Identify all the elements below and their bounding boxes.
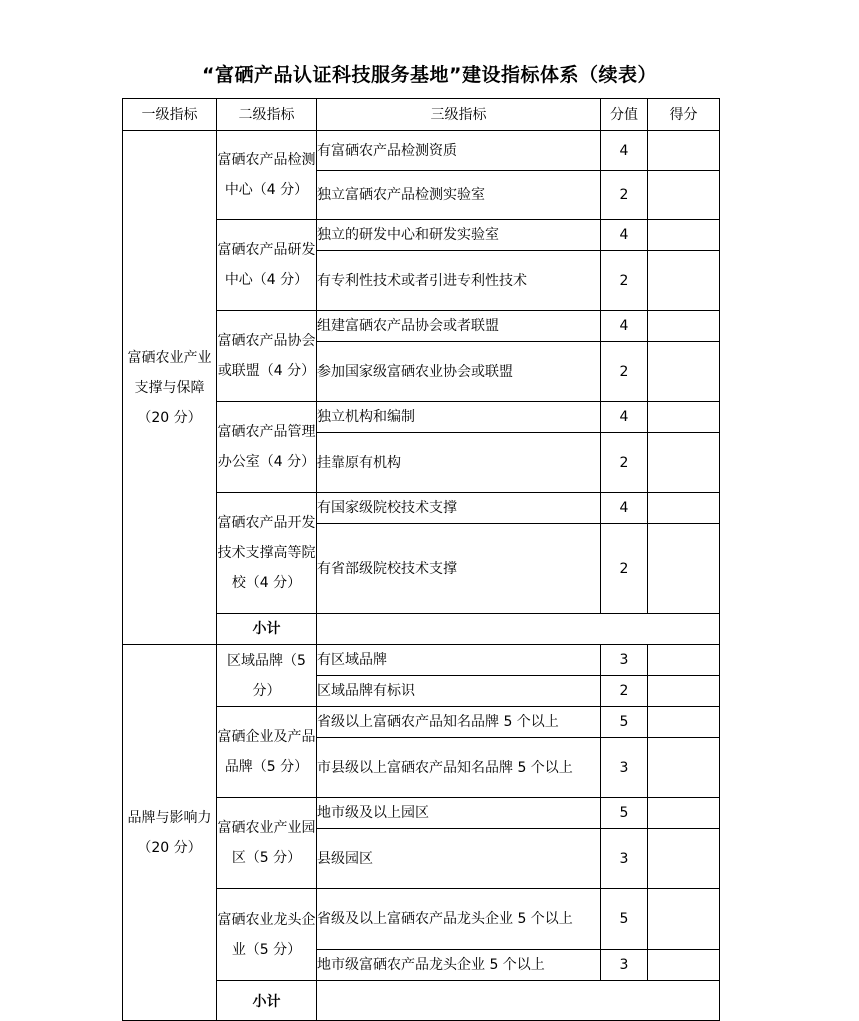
level3-cell: 有富硒农产品检测资质 (317, 131, 601, 171)
document-title: “富硒产品认证科技服务基地”建设指标体系（续表） (202, 64, 657, 86)
score-cell: 2 (601, 342, 648, 402)
level2-cell: 富硒农业龙头企业（5 分） (217, 889, 317, 981)
level2-cell: 富硒农产品开发技术支撑高等院校（4 分） (217, 493, 317, 614)
earned-cell[interactable] (648, 707, 720, 738)
score-cell: 4 (601, 220, 648, 251)
score-cell: 4 (601, 131, 648, 171)
level3-cell: 独立富硒农产品检测实验室 (317, 171, 601, 220)
indicator-table (122, 98, 720, 1021)
earned-cell[interactable] (648, 524, 720, 614)
score-cell: 2 (601, 676, 648, 707)
earned-cell[interactable] (648, 342, 720, 402)
earned-cell[interactable] (648, 402, 720, 433)
score-cell: 5 (601, 707, 648, 738)
level3-cell: 独立机构和编制 (317, 402, 601, 433)
score-cell: 2 (601, 171, 648, 220)
score-cell: 5 (601, 889, 648, 950)
score-cell: 2 (601, 433, 648, 493)
level3-cell: 组建富硒农产品协会或者联盟 (317, 311, 601, 342)
header-score: 分值 (601, 99, 648, 131)
level1-cell: 品牌与影响力（20 分） (123, 645, 217, 1021)
subtotal-label: 小计 (217, 614, 317, 645)
score-cell: 2 (601, 251, 648, 311)
level3-cell: 市县级以上富硒农产品知名品牌 5 个以上 (317, 738, 601, 798)
level2-cell: 区域品牌（5 分） (217, 645, 317, 707)
table-row (123, 131, 720, 171)
level3-cell: 地市级及以上园区 (317, 798, 601, 829)
level3-cell: 挂靠原有机构 (317, 433, 601, 493)
earned-cell[interactable] (648, 645, 720, 676)
earned-cell[interactable] (648, 220, 720, 251)
score-cell: 4 (601, 311, 648, 342)
table-header-row (123, 99, 720, 131)
earned-cell[interactable] (648, 738, 720, 798)
header-level2: 二级指标 (217, 99, 317, 131)
level3-cell: 省级及以上富硒农产品龙头企业 5 个以上 (317, 889, 601, 950)
earned-cell[interactable] (648, 131, 720, 171)
level3-cell: 地市级富硒农产品龙头企业 5 个以上 (317, 950, 601, 981)
earned-cell[interactable] (648, 829, 720, 889)
level3-cell: 独立的研发中心和研发实验室 (317, 220, 601, 251)
score-cell: 4 (601, 493, 648, 524)
level3-cell: 县级园区 (317, 829, 601, 889)
subtotal-value-cell[interactable] (317, 981, 720, 1021)
level3-cell: 有国家级院校技术支撑 (317, 493, 601, 524)
score-cell: 3 (601, 738, 648, 798)
score-cell: 3 (601, 645, 648, 676)
subtotal-value-cell[interactable] (317, 614, 720, 645)
level1-cell: 富硒农业产业支撑与保障（20 分） (123, 131, 217, 645)
earned-cell[interactable] (648, 950, 720, 981)
score-cell: 5 (601, 798, 648, 829)
score-cell: 3 (601, 829, 648, 889)
earned-cell[interactable] (648, 251, 720, 311)
header-level3: 三级指标 (317, 99, 601, 131)
earned-cell[interactable] (648, 889, 720, 950)
earned-cell[interactable] (648, 798, 720, 829)
header-earned: 得分 (648, 99, 720, 131)
header-level1: 一级指标 (123, 99, 217, 131)
earned-cell[interactable] (648, 433, 720, 493)
level3-cell: 有专利性技术或者引进专利性技术 (317, 251, 601, 311)
level3-cell: 省级以上富硒农产品知名品牌 5 个以上 (317, 707, 601, 738)
earned-cell[interactable] (648, 311, 720, 342)
level2-cell: 富硒农业产业园区（5 分） (217, 798, 317, 889)
level3-cell: 参加国家级富硒农业协会或联盟 (317, 342, 601, 402)
score-cell: 4 (601, 402, 648, 433)
subtotal-label: 小计 (217, 981, 317, 1021)
score-cell: 2 (601, 524, 648, 614)
score-cell: 3 (601, 950, 648, 981)
level2-cell: 富硒农产品协会或联盟（4 分） (217, 311, 317, 402)
level2-cell: 富硒农产品管理办公室（4 分） (217, 402, 317, 493)
level3-cell: 有省部级院校技术支撑 (317, 524, 601, 614)
earned-cell[interactable] (648, 493, 720, 524)
earned-cell[interactable] (648, 676, 720, 707)
table-row (123, 645, 720, 676)
level2-cell: 富硒企业及产品品牌（5 分） (217, 707, 317, 798)
level2-cell: 富硒农产品研发中心（4 分） (217, 220, 317, 311)
level3-cell: 区域品牌有标识 (317, 676, 601, 707)
level3-cell: 有区域品牌 (317, 645, 601, 676)
level2-cell: 富硒农产品检测中心（4 分） (217, 131, 317, 220)
earned-cell[interactable] (648, 171, 720, 220)
